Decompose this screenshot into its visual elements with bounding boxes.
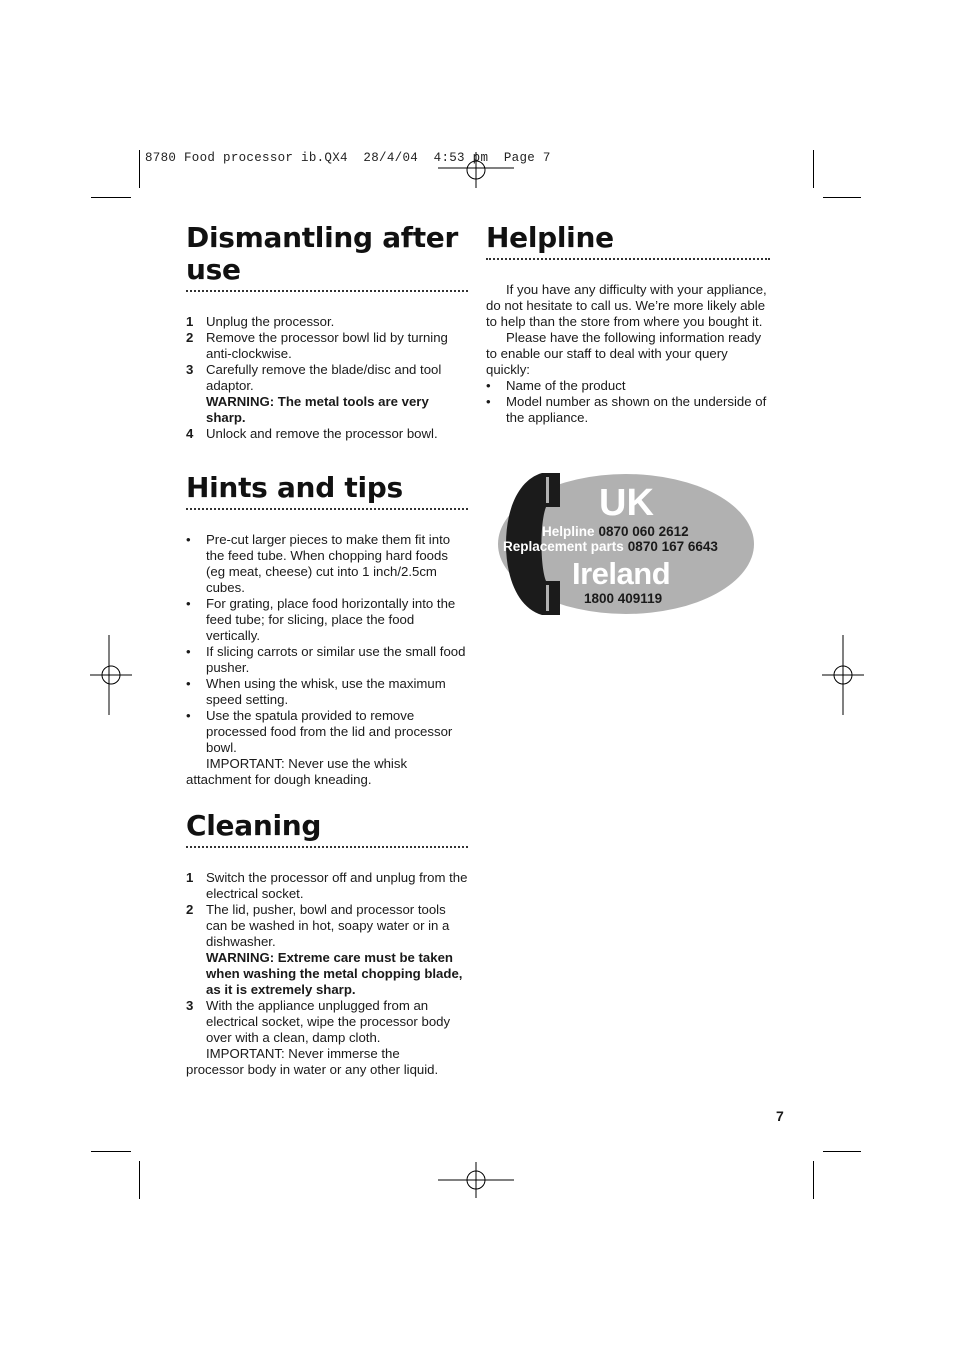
list-item [186, 426, 468, 442]
printer-slug: 8780 Food processor ib.QX4 28/4/04 4:53 pm Page 7 [145, 151, 551, 165]
registration-mark-top [436, 150, 516, 190]
dotted-rule [186, 290, 468, 292]
helpline-request: Please have the following information ready to enable our staff to deal with your query quickly: [486, 330, 762, 377]
list-item [186, 708, 468, 788]
registration-mark-left [90, 635, 132, 715]
uk-label: UK [599, 482, 654, 524]
page-number: 7 [776, 1108, 784, 1124]
dotted-rule [186, 508, 468, 510]
dotted-rule [186, 846, 468, 848]
crop-mark-bottom-left-h [91, 1151, 131, 1152]
important-note-continued: processor body in water or any other liquid. [186, 1062, 439, 1077]
important-note: IMPORTANT: Never immerse the [206, 1046, 400, 1061]
crop-mark-bottom-left-v [139, 1161, 140, 1199]
cleaning-steps [186, 870, 468, 1078]
right-column [486, 222, 770, 426]
list-item [186, 870, 468, 902]
hint-text: If slicing carrots or similar use the small food pusher. [206, 644, 466, 675]
bullet: • [186, 708, 191, 723]
list-item [186, 362, 468, 426]
hints-list [186, 532, 468, 788]
uk-helpline-line [542, 524, 689, 539]
step-text: Unlock and remove the processor bowl. [206, 426, 438, 441]
list-item [186, 596, 468, 644]
dismantling-steps [186, 314, 468, 442]
crop-mark-top-right-h [823, 197, 861, 198]
helpline-item-text: Model number as shown on the underside of the appliance. [506, 394, 767, 425]
list-item [486, 394, 770, 426]
list-item [186, 532, 468, 596]
step-number: 1 [186, 870, 194, 885]
list-item [186, 644, 468, 676]
bullet: • [186, 676, 191, 691]
hint-text: Use the spatula provided to remove processed food from the lid and processor bowl. [206, 708, 453, 755]
step-number: 1 [186, 314, 194, 329]
step-text: The lid, pusher, bowl and processor tools can be washed in hot, soapy water or in a dishwasher. [206, 902, 450, 949]
helpline-number: 0870 060 2612 [598, 524, 689, 539]
hints-title: Hints and tips [186, 471, 403, 504]
crop-mark-top-left-v [139, 150, 140, 188]
list-item [186, 314, 468, 330]
crop-mark-bottom-right-h [823, 1151, 861, 1152]
crop-mark-bottom-right-v [813, 1161, 814, 1199]
step-text: Remove the processor bowl lid by turning anti-clockwise. [206, 330, 448, 361]
step-number: 4 [186, 426, 194, 441]
step-text: Switch the processor off and unplug from the electrical socket. [206, 870, 468, 901]
helpline-title: Helpline [486, 221, 614, 254]
list-item [186, 902, 468, 998]
step-text: Carefully remove the blade/disc and tool adaptor. [206, 362, 442, 393]
bullet: • [486, 394, 491, 409]
step-number: 3 [186, 998, 194, 1013]
ireland-label: Ireland [572, 556, 671, 591]
bullet: • [186, 644, 191, 659]
step-number: 2 [186, 902, 194, 917]
crop-mark-top-left-h [91, 197, 131, 198]
list-item [186, 998, 468, 1078]
helpline-list [486, 378, 770, 426]
cleaning-section [186, 810, 468, 1078]
important-note: IMPORTANT: Never use the whisk [206, 756, 408, 771]
cleaning-title: Cleaning [186, 809, 322, 842]
important-note-continued: attachment for dough kneading. [186, 772, 372, 787]
warning-text: WARNING: The metal tools are very sharp. [206, 394, 429, 425]
crop-mark-top-right-v [813, 150, 814, 188]
parts-label: Replacement parts [503, 539, 624, 554]
registration-mark-right [822, 635, 864, 715]
hint-text: Pre-cut larger pieces to make them fit into the feed tube. When chopping hard foods (eg meat, cheese) cut into 1 inch/2.5cm cubes. [206, 532, 451, 595]
helpline-label: Helpline [542, 524, 595, 539]
list-item [186, 676, 468, 708]
step-number: 3 [186, 362, 194, 377]
left-column [186, 222, 468, 1078]
bullet: • [486, 378, 491, 393]
parts-number: 0870 167 6643 [627, 539, 718, 554]
warning-text: WARNING: Extreme care must be taken when washing the metal chopping blade, as it is extremely sharp. [206, 950, 463, 997]
step-number: 2 [186, 330, 194, 345]
hints-section [186, 472, 468, 788]
hint-text: When using the whisk, use the maximum speed setting. [206, 676, 446, 707]
helpline-section [486, 222, 770, 426]
dismantling-section [186, 222, 468, 442]
helpline-intro: If you have any difficulty with your appliance, do not hesitate to call us. We’re more likely able to help than the store from where you bought it. [486, 282, 767, 329]
list-item [486, 378, 770, 394]
dotted-rule [486, 258, 770, 260]
list-item [186, 330, 468, 362]
uk-parts-line [503, 539, 718, 554]
step-text: Unplug the processor. [206, 314, 335, 329]
registration-mark-bottom [436, 1160, 516, 1200]
helpline-graphic [494, 470, 758, 618]
step-text: With the appliance unplugged from an electrical socket, wipe the processor body over with a clean, damp cloth. [206, 998, 451, 1045]
ireland-number: 1800 409119 [584, 591, 663, 606]
bullet: • [186, 532, 191, 547]
bullet: • [186, 596, 191, 611]
hint-text: For grating, place food horizontally into the feed tube; for slicing, place the food vertically. [206, 596, 456, 643]
section-spacer [186, 788, 468, 810]
helpline-item-text: Name of the product [506, 378, 626, 393]
dismantling-title: Dismantling after use [186, 221, 458, 286]
section-spacer [186, 442, 468, 472]
